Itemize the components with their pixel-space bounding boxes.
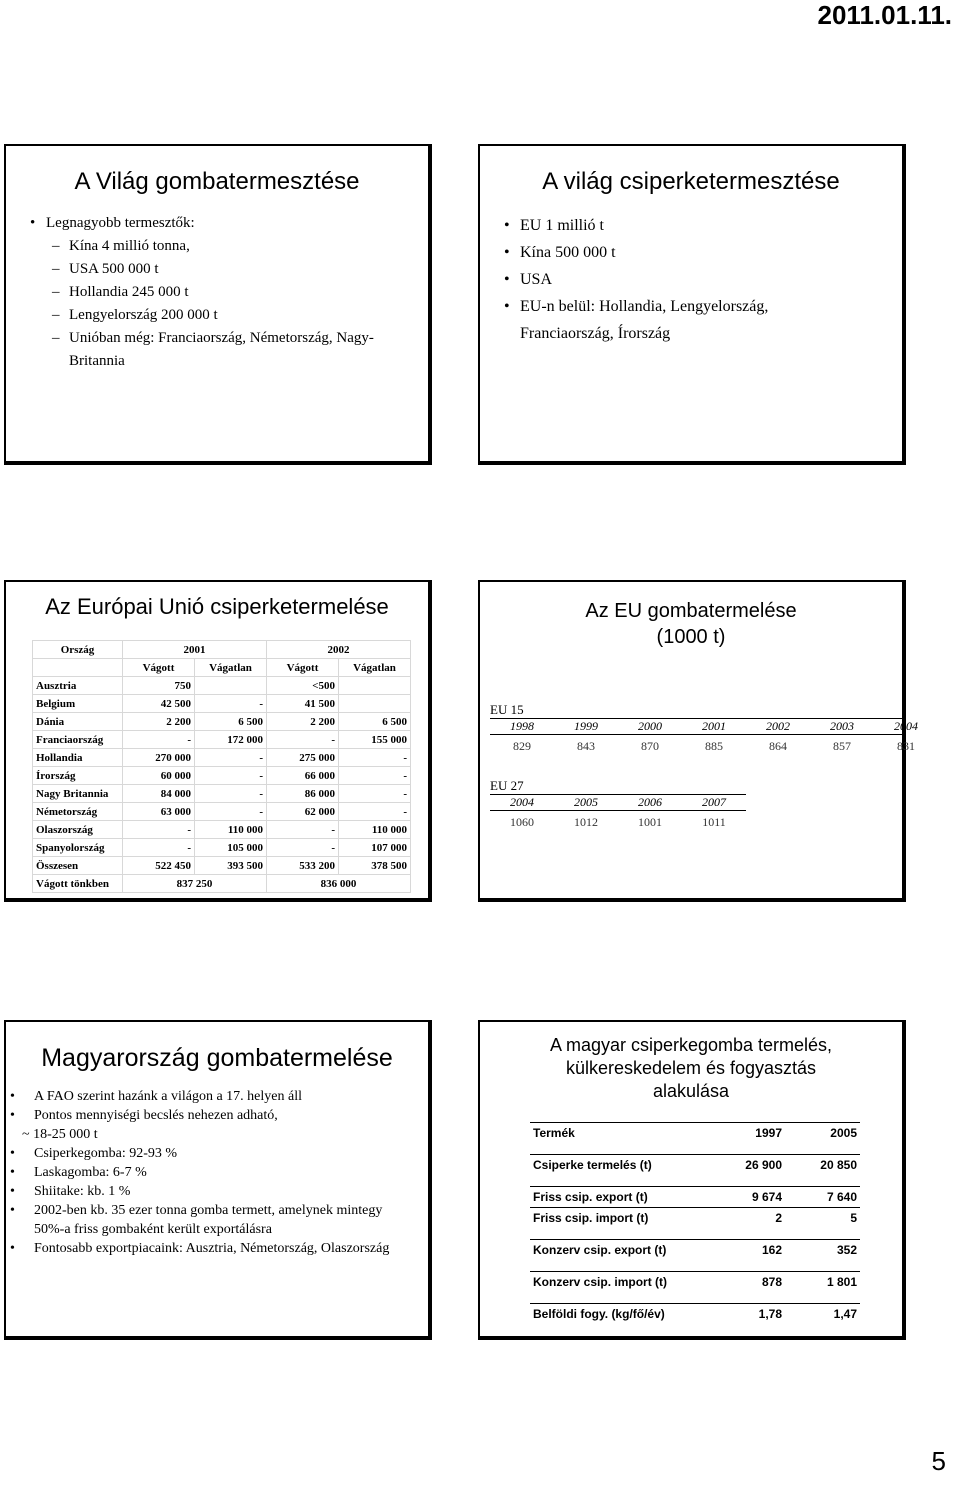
list-item: • Kína 500 000 t — [502, 239, 902, 266]
table-row — [33, 857, 411, 875]
eu-production-table — [32, 640, 411, 893]
list-item: – Unióban még: Franciaország, Németország, Nagy-Britannia — [52, 327, 399, 373]
year-cell: 2007 — [702, 795, 726, 809]
value-cell: 831 — [897, 739, 915, 753]
value-cell: 275 000 — [267, 749, 339, 767]
table-row — [530, 1304, 860, 1325]
table-header-cell: Vágatlan — [339, 659, 411, 677]
table-row — [33, 803, 411, 821]
value-cell: 857 — [833, 739, 851, 753]
value-cell: - — [339, 785, 411, 803]
table-header-row — [33, 641, 411, 659]
value-cell: - — [195, 785, 267, 803]
header-date: 2011.01.11. — [817, 0, 952, 30]
value-cell — [339, 695, 411, 713]
value-cell: 110 000 — [339, 821, 411, 839]
list-item: • Shiitake: kb. 1 % — [6, 1182, 428, 1201]
eu15-years — [490, 719, 938, 734]
year-cell: 2004 — [510, 795, 534, 809]
value-cell: 105 000 — [195, 839, 267, 857]
year-cell: 2003 — [830, 719, 854, 733]
year-cell: 2002 — [766, 719, 790, 733]
table-row — [33, 677, 411, 695]
value-cell: 885 — [705, 739, 723, 753]
country-cell: Dánia — [33, 713, 123, 731]
value-cell: 837 250 — [123, 875, 267, 893]
value-cell: 864 — [769, 739, 787, 753]
year-cell: 1998 — [510, 719, 534, 733]
value-cell: 7 640 — [785, 1187, 860, 1208]
country-cell: Nagy Britannia — [33, 785, 123, 803]
list-item: • 2002-ben kb. 35 ezer tonna gomba termett, amelynek mintegy 50%-a friss gombaként került exportálásra — [6, 1201, 404, 1239]
slide-title-line: alakulása — [652, 1081, 730, 1101]
product-cell: Friss csip. export (t) — [530, 1187, 710, 1208]
value-cell: 1011 — [702, 815, 726, 829]
value-cell: - — [123, 731, 195, 749]
slide-title — [480, 598, 902, 650]
value-cell: - — [195, 695, 267, 713]
year-cell: 2005 — [574, 795, 598, 809]
value-cell: 1 801 — [785, 1272, 860, 1293]
value-cell: 1,78 — [710, 1304, 785, 1325]
value-cell: 110 000 — [195, 821, 267, 839]
year-cell: 2000 — [638, 719, 662, 733]
value-cell: 270 000 — [123, 749, 195, 767]
value-cell: 162 — [710, 1240, 785, 1261]
country-cell: Spanyolország — [33, 839, 123, 857]
eu27-label: EU 27 — [490, 778, 524, 793]
slide-title-line: Az EU gombatermelése — [585, 600, 797, 622]
value-cell: - — [267, 821, 339, 839]
list-item: • A FAO szerint hazánk a világon a 17. helyen áll — [6, 1087, 428, 1106]
table-row — [33, 767, 411, 785]
value-cell: 2 200 — [267, 713, 339, 731]
value-cell: 533 200 — [267, 857, 339, 875]
table-row — [33, 731, 411, 749]
value-cell: 352 — [785, 1240, 860, 1261]
list-item: • EU-n belül: Hollandia, Lengyelország, Franciaország, Írország — [502, 293, 830, 347]
value-cell: 1,47 — [785, 1304, 860, 1325]
table-row — [530, 1208, 860, 1229]
eu27-years — [490, 795, 746, 810]
country-cell: Hollandia — [33, 749, 123, 767]
value-cell: 66 000 — [267, 767, 339, 785]
value-cell — [195, 677, 267, 695]
value-cell: - — [339, 803, 411, 821]
country-cell: Olaszország — [33, 821, 123, 839]
value-cell: 2 — [710, 1208, 785, 1229]
slide-hungary-mushroom-production — [4, 1020, 432, 1340]
bullet-list — [6, 212, 428, 373]
value-cell: 878 — [710, 1272, 785, 1293]
eu15-label: EU 15 — [490, 702, 524, 717]
list-item: • Pontos mennyiségi becslés nehezen adható, — [6, 1106, 428, 1125]
year-cell: 2004 — [894, 719, 918, 733]
bullet-list — [502, 212, 902, 347]
value-cell: - — [267, 731, 339, 749]
list-item: • EU 1 millió t — [502, 212, 902, 239]
value-cell: 1001 — [638, 815, 662, 829]
value-cell: 20 850 — [785, 1155, 860, 1176]
table-header-cell: Vágott — [123, 659, 195, 677]
value-cell: 41 500 — [267, 695, 339, 713]
table-row — [33, 839, 411, 857]
table-header-cell: 2002 — [267, 641, 411, 659]
value-cell: - — [195, 749, 267, 767]
value-cell: 155 000 — [339, 731, 411, 749]
value-cell: 60 000 — [123, 767, 195, 785]
slide-eu-champignon-production — [4, 580, 432, 902]
value-cell: - — [195, 767, 267, 785]
value-cell: 63 000 — [123, 803, 195, 821]
list-item: ~ 18-25 000 t — [22, 1127, 98, 1142]
list-item: – Hollandia 245 000 t — [52, 281, 428, 304]
value-cell: 393 500 — [195, 857, 267, 875]
country-cell: Vágott tönkben — [33, 875, 123, 893]
table-row — [33, 821, 411, 839]
table-row — [33, 749, 411, 767]
value-cell: 2 200 — [123, 713, 195, 731]
list-item: • Laskagomba: 6-7 % — [6, 1163, 428, 1182]
value-cell: 1012 — [574, 815, 598, 829]
list-item: • Csiperkegomba: 92-93 % — [6, 1144, 428, 1163]
value-cell: - — [123, 821, 195, 839]
table-row — [530, 1240, 860, 1261]
page-number: 5 — [931, 1446, 946, 1476]
slide-hungarian-champignon-trade — [478, 1020, 906, 1340]
slide-eu-mushroom-production — [478, 580, 918, 902]
slide-title: Az Európai Unió csiperketermelése — [45, 594, 389, 619]
value-cell: 172 000 — [195, 731, 267, 749]
value-cell: 1060 — [510, 815, 534, 829]
slide-title-line: (1000 t) — [656, 626, 726, 648]
value-cell: 86 000 — [267, 785, 339, 803]
year-cell: 2001 — [702, 719, 726, 733]
value-cell: 843 — [577, 739, 595, 753]
country-cell: Franciaország — [33, 731, 123, 749]
year-cell: 2006 — [638, 795, 662, 809]
table-row — [33, 695, 411, 713]
table-header-cell: Termék — [530, 1123, 710, 1144]
value-cell: - — [123, 839, 195, 857]
country-cell: Belgium — [33, 695, 123, 713]
eu27-block — [490, 778, 746, 830]
table-row — [530, 1272, 860, 1293]
value-cell: - — [267, 839, 339, 857]
slide-title: A Világ gombatermesztése — [74, 168, 360, 195]
divider — [490, 810, 746, 811]
slide-world-champignon-production — [478, 144, 906, 465]
list-item: – USA 500 000 t — [52, 258, 428, 281]
list-item: – Kína 4 millió tonna, — [52, 235, 428, 258]
value-cell: 870 — [641, 739, 659, 753]
eu15-block — [490, 702, 938, 754]
table-row — [33, 785, 411, 803]
list-item: – Lengyelország 200 000 t — [52, 304, 428, 327]
eu27-values — [490, 815, 746, 830]
table-header-row — [530, 1123, 860, 1144]
value-cell: 84 000 — [123, 785, 195, 803]
table-row — [33, 875, 411, 893]
value-cell: 26 900 — [710, 1155, 785, 1176]
hungary-trade-table — [530, 1122, 860, 1324]
divider — [490, 734, 906, 735]
list-item: • Fontosabb exportpiacaink: Ausztria, Németország, Olaszország — [6, 1239, 404, 1258]
value-cell: - — [195, 803, 267, 821]
slide-title: A világ csiperketermesztése — [542, 168, 840, 195]
table-row — [530, 1187, 860, 1208]
slide-title-line: A magyar csiperkegomba termelés, — [549, 1035, 833, 1055]
list-item: • USA — [502, 266, 902, 293]
value-cell: 6 500 — [339, 713, 411, 731]
value-cell: 378 500 — [339, 857, 411, 875]
table-header-cell: Ország — [33, 641, 123, 659]
bullet-list — [6, 1087, 428, 1258]
list-item: • Legnagyobb termesztők: — [28, 212, 428, 235]
table-row — [33, 713, 411, 731]
table-header-row — [33, 659, 411, 677]
country-cell: Németország — [33, 803, 123, 821]
product-cell: Belföldi fogy. (kg/fő/év) — [530, 1304, 710, 1325]
value-cell: 62 000 — [267, 803, 339, 821]
product-cell: Konzerv csip. export (t) — [530, 1240, 710, 1261]
value-cell: <500 — [267, 677, 339, 695]
slide-title: Magyarország gombatermelése — [41, 1044, 393, 1072]
table-header-cell: 2001 — [123, 641, 267, 659]
eu15-values — [490, 739, 938, 754]
value-cell: 5 — [785, 1208, 860, 1229]
product-cell: Konzerv csip. import (t) — [530, 1272, 710, 1293]
value-cell: 750 — [123, 677, 195, 695]
product-cell: Friss csip. import (t) — [530, 1208, 710, 1229]
country-cell: Összesen — [33, 857, 123, 875]
value-cell — [339, 677, 411, 695]
value-cell: 522 450 — [123, 857, 195, 875]
country-cell: Ausztria — [33, 677, 123, 695]
product-cell: Csiperke termelés (t) — [530, 1155, 710, 1176]
table-header-cell: 1997 — [710, 1123, 785, 1144]
value-cell: 829 — [513, 739, 531, 753]
slide-world-mushroom-production — [4, 144, 432, 465]
year-cell: 1999 — [574, 719, 598, 733]
country-cell: Írország — [33, 767, 123, 785]
slide-title — [480, 1034, 902, 1103]
value-cell: 9 674 — [710, 1187, 785, 1208]
table-header-cell: 2005 — [785, 1123, 860, 1144]
value-cell: 107 000 — [339, 839, 411, 857]
value-cell: - — [339, 767, 411, 785]
value-cell: 836 000 — [267, 875, 411, 893]
table-header-cell: Vágatlan — [195, 659, 267, 677]
value-cell: 6 500 — [195, 713, 267, 731]
slide-title-line: külkereskedelem és fogyasztás — [565, 1058, 817, 1078]
table-row — [530, 1155, 860, 1176]
table-header-cell: Vágott — [267, 659, 339, 677]
value-cell: - — [339, 749, 411, 767]
value-cell: 42 500 — [123, 695, 195, 713]
